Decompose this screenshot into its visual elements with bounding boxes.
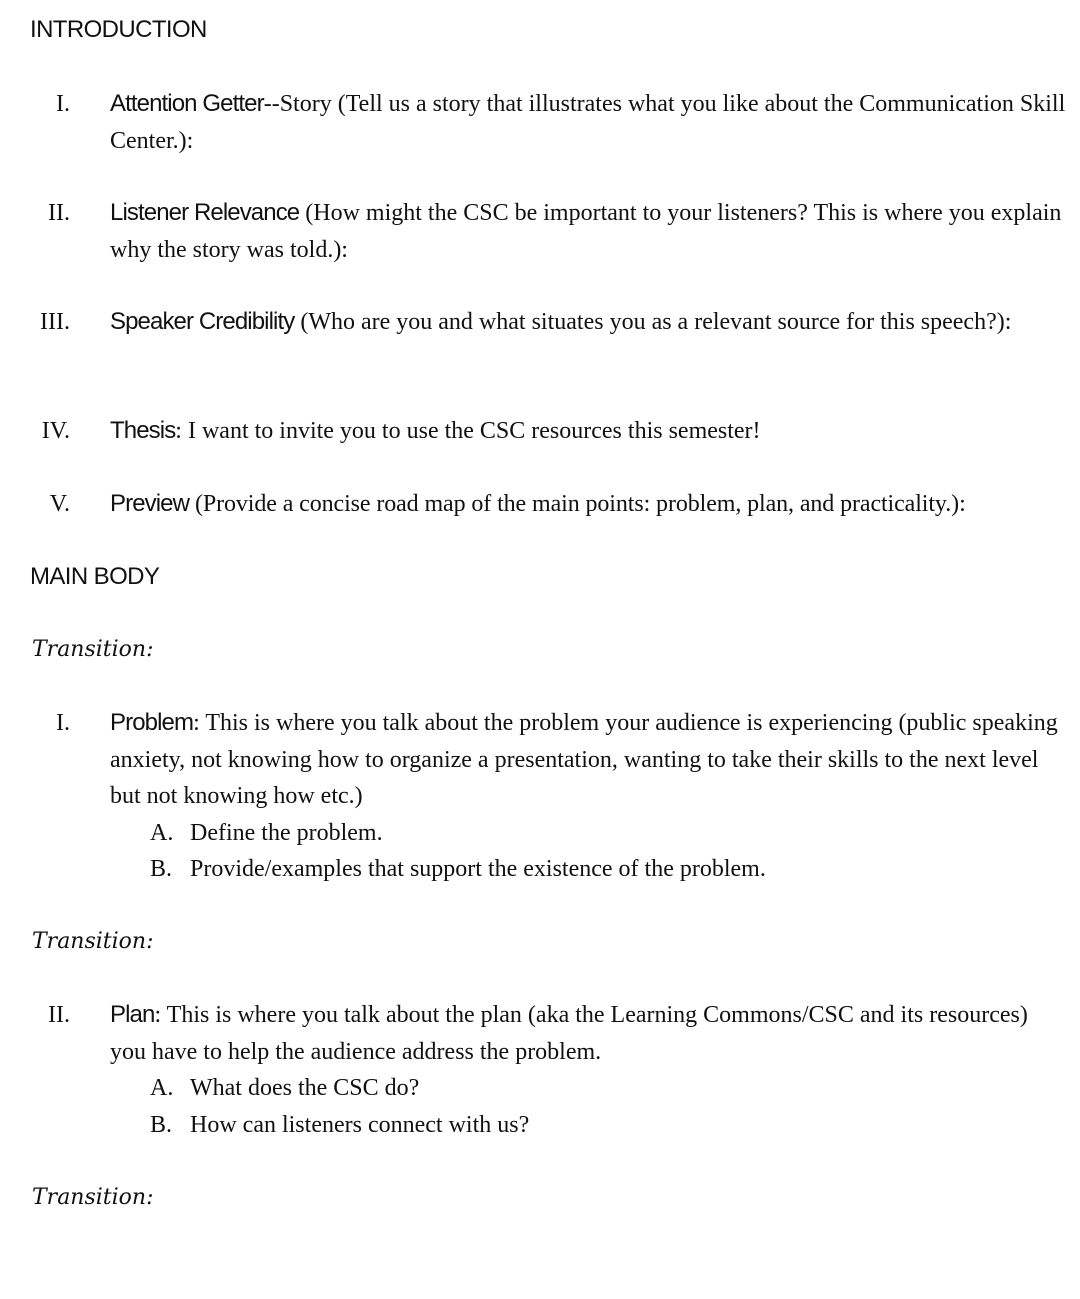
- subpoint: [150, 815, 1050, 852]
- subpoint: [150, 851, 1050, 888]
- item-term: Problem: [110, 709, 194, 736]
- item-numeral: III.: [40, 309, 70, 335]
- item-term: Preview: [110, 490, 190, 517]
- subpoint: [150, 1107, 1050, 1144]
- introduction-heading: INTRODUCTION: [30, 16, 207, 43]
- subpoint-text: Define the problem.: [190, 820, 383, 846]
- main-body-heading: MAIN BODY: [30, 563, 160, 590]
- item-numeral: II.: [48, 200, 70, 226]
- item-text: : This is where you talk about the plan (aka the Learning Commons/CSC and its resources) you have to help the audience address the problem.: [110, 1002, 1028, 1065]
- item-numeral: V.: [49, 491, 70, 517]
- subpoint-text: Provide/examples that support the existence of the problem.: [190, 856, 766, 882]
- subpoint-letter: B.: [150, 1112, 173, 1138]
- item-body: [110, 413, 1068, 450]
- item-text: (How might the CSC be important to your listeners? This is where you explain why the story was told.):: [110, 200, 1062, 263]
- subpoint-text: How can listeners connect with us?: [190, 1112, 530, 1138]
- item-term: Speaker Credibility: [110, 308, 295, 335]
- subpoint-text: What does the CSC do?: [190, 1075, 420, 1101]
- item-body: [110, 86, 1068, 159]
- item-numeral: I.: [56, 710, 70, 736]
- subpoint: [150, 1070, 1050, 1107]
- item-term: Listener Relevance: [110, 199, 300, 226]
- item-text: : I want to invite you to use the CSC resources this semester!: [175, 418, 761, 444]
- subpoint-letter: A.: [150, 820, 174, 846]
- item-term: Thesis: [110, 417, 176, 444]
- transition-label: Transition:: [32, 929, 154, 954]
- item-body: [110, 997, 1068, 1070]
- item-text: (Provide a concise road map of the main points: problem, plan, and practicality.):: [189, 491, 966, 517]
- item-text: : This is where you talk about the problem your audience is experiencing (public speaking anxiety, not knowing how to organize a presentation, wanting to take their skills to the next level but not knowing how etc.): [110, 710, 1058, 809]
- transition-label: Transition:: [32, 1185, 154, 1210]
- item-body: [110, 486, 1068, 523]
- subpoint-letter: A.: [150, 1075, 174, 1101]
- item-text: --Story (Tell us a story that illustrates what you like about the Communication Skill Center.):: [110, 91, 1066, 154]
- item-body: [110, 195, 1068, 268]
- item-numeral: IV.: [41, 418, 70, 444]
- item-numeral: II.: [48, 1002, 70, 1028]
- item-numeral: I.: [56, 91, 70, 117]
- item-text: (Who are you and what situates you as a relevant source for this speech?):: [294, 309, 1012, 335]
- transition-label: Transition:: [32, 637, 154, 662]
- item-term: Attention Getter: [110, 90, 264, 117]
- subpoint-letter: B.: [150, 856, 173, 882]
- item-body: [110, 705, 1068, 815]
- item-body: [110, 304, 1068, 341]
- item-term: Plan: [110, 1001, 155, 1028]
